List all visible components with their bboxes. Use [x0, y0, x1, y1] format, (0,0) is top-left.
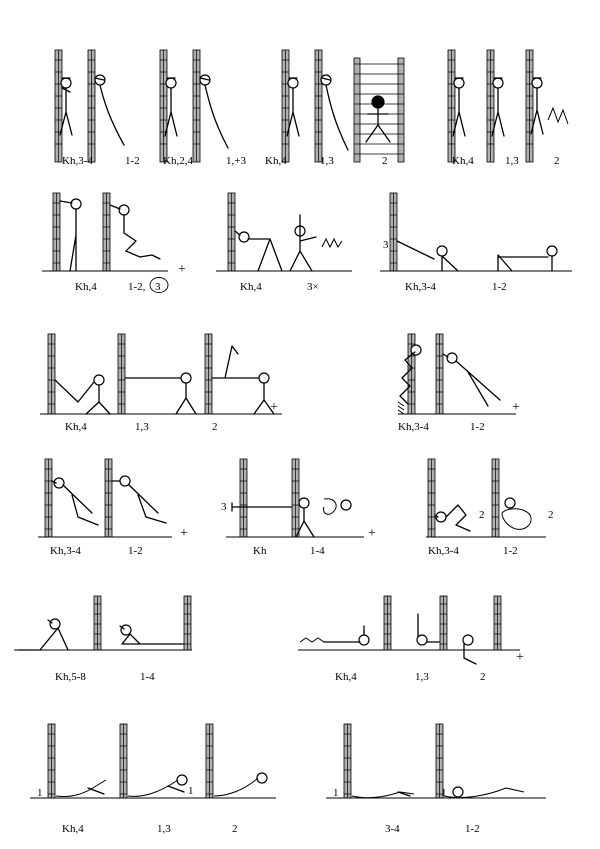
label-kh-5-8: Kh,5-8 — [55, 671, 86, 683]
plus-symbol: + — [516, 650, 524, 665]
row-1-figures — [0, 30, 600, 175]
plus-symbol: + — [368, 526, 376, 541]
row-4-figures — [0, 455, 600, 545]
row-2-svg — [0, 185, 600, 280]
label-2: 2 — [212, 421, 218, 433]
plus-symbol: + — [270, 400, 278, 415]
plus-symbol: + — [512, 400, 520, 415]
label-kh-3-4: Kh,3-4 — [398, 421, 429, 433]
label-1-4: 1-4 — [310, 545, 325, 557]
label-1: 1 — [333, 787, 339, 799]
label-kh-3-4: Kh,3-4 — [50, 545, 81, 557]
label-circled-3: 3 — [155, 281, 161, 293]
label-3-times: 3× — [307, 281, 319, 293]
label-kh-4: Kh,4 — [62, 823, 84, 835]
label-1: 1 — [441, 787, 447, 799]
label-1-2: 1-2 — [125, 155, 140, 167]
label-kh-4: Kh,4 — [65, 421, 87, 433]
label-1: 1 — [188, 785, 194, 797]
row-5-figures — [0, 592, 600, 672]
label-kh-4: Kh,4 — [452, 155, 474, 167]
label-kh-2-4: Kh,2,4 — [163, 155, 193, 167]
row-4-svg — [0, 455, 600, 545]
label-kh-4: Kh,4 — [240, 281, 262, 293]
label-1-2: 1-2, — [128, 281, 146, 293]
label-3-4: 3-4 — [385, 823, 400, 835]
label-kh-4: Kh,4 — [75, 281, 97, 293]
label-1-plus-3: 1,+3 — [226, 155, 246, 167]
label-1-3: 1,3 — [157, 823, 171, 835]
label-kh-3-4: Kh,3-4 — [428, 545, 459, 557]
plus-symbol: + — [180, 526, 188, 541]
row-6-figures — [0, 722, 600, 807]
plus-symbol: + — [178, 262, 186, 277]
label-2: 2 — [480, 671, 486, 683]
label-2: 2 — [479, 509, 485, 521]
label-1-2: 1-2 — [470, 421, 485, 433]
label-2: 2 — [382, 155, 388, 167]
label-kh: Kh — [253, 545, 267, 557]
label-1-3: 1,3 — [415, 671, 429, 683]
label-1-3: 1,3 — [505, 155, 519, 167]
label-kh-4: Kh,4 — [265, 155, 287, 167]
label-3: 3 — [383, 239, 389, 251]
row-1-svg — [0, 30, 600, 175]
label-2: 2 — [548, 509, 554, 521]
row-5-svg — [0, 592, 600, 672]
label-1-2: 1-2 — [128, 545, 143, 557]
label-kh-4: Kh,4 — [335, 671, 357, 683]
row-6-svg — [0, 722, 600, 807]
label-1-2: 1-2 — [503, 545, 518, 557]
label-kh-3-4: Kh,3-4 — [405, 281, 436, 293]
label-1-2: 1-2 — [492, 281, 507, 293]
label-1-4: 1-4 — [140, 671, 155, 683]
label-3: 3 — [221, 501, 227, 513]
label-1-3: 1,3 — [135, 421, 149, 433]
row-3-figures — [0, 330, 600, 422]
label-1: 1 — [37, 787, 43, 799]
row-2-figures — [0, 185, 600, 280]
label-2: 2 — [554, 155, 560, 167]
label-1-3: 1,3 — [320, 155, 334, 167]
label-2: 2 — [232, 823, 238, 835]
label-kh-3-4: Kh,3-4 — [62, 155, 93, 167]
row-3-svg — [0, 330, 600, 422]
label-1-2: 1-2 — [465, 823, 480, 835]
